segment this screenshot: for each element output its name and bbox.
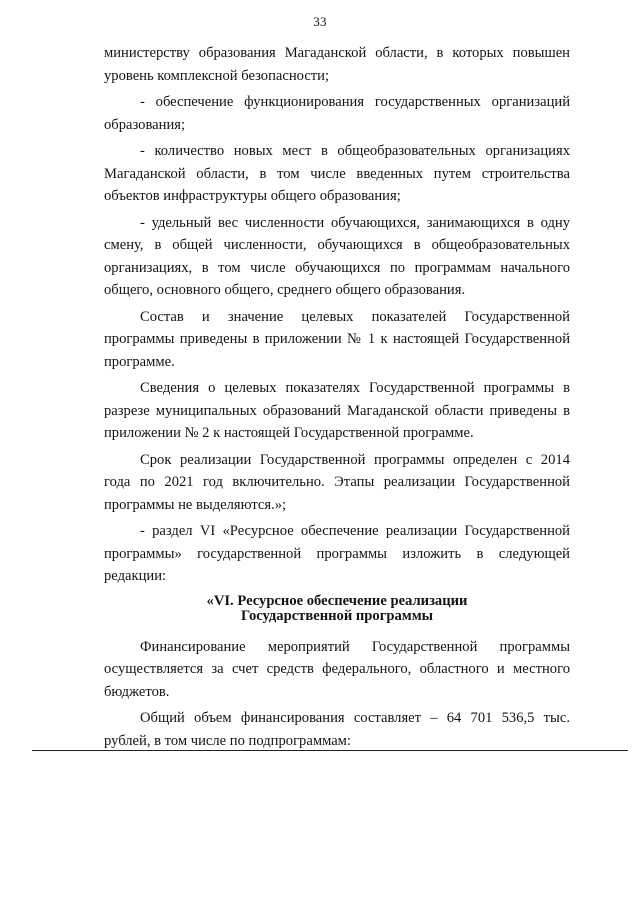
- document-body: [104, 42, 570, 756]
- paragraph: - обеспечение функционирования государственных организаций образования;: [104, 94, 570, 133]
- horizontal-rule: [32, 750, 628, 751]
- paragraph: Общий объем финансирования составляет – 64 701 536,5 тыс. рублей, в том числе по подпрограммам:: [104, 710, 570, 749]
- paragraph: - удельный вес численности обучающихся, занимающихся в одну смену, в общей численности, обучающихся в общеобразовательных организациях, в том числе обучающихся по программам начального общего, основного общего, среднего общего образования.: [104, 214, 570, 298]
- paragraph: Состав и значение целевых показателей Государственной программы приведены в приложении № 1 к настоящей Государственной программе.: [104, 308, 570, 370]
- section-heading-line: «VI. Ресурсное обеспечение реализации: [206, 592, 468, 609]
- section-heading-line: Государственной программы: [240, 607, 434, 624]
- paragraph: Финансирование мероприятий Государственной программы осуществляется за счет средств федерального, областного и местного бюджетов.: [104, 638, 570, 700]
- paragraph: министерству образования Магаданской области, в которых повышен уровень комплексной безопасности;: [104, 45, 570, 84]
- paragraph: Срок реализации Государственной программы определен с 2014 года по 2021 год включительно. Этапы реализации Государственной программы не выделяются.»;: [104, 451, 570, 513]
- section-heading: [104, 594, 570, 624]
- page-number: 33: [313, 14, 327, 29]
- paragraph: - количество новых мест в общеобразовательных организациях Магаданской области, в том числе введенных путем строительства объектов инфраструктуры общего образования;: [104, 143, 570, 204]
- paragraph: - раздел VI «Ресурсное обеспечение реализации Государственной программы» государственной программы изложить в следующей редакции:: [104, 523, 570, 584]
- paragraph: Сведения о целевых показателях Государственной программы в разрезе муниципальных образований Магаданской области приведены в приложении № 2 к настоящей Государственной программе.: [104, 380, 570, 441]
